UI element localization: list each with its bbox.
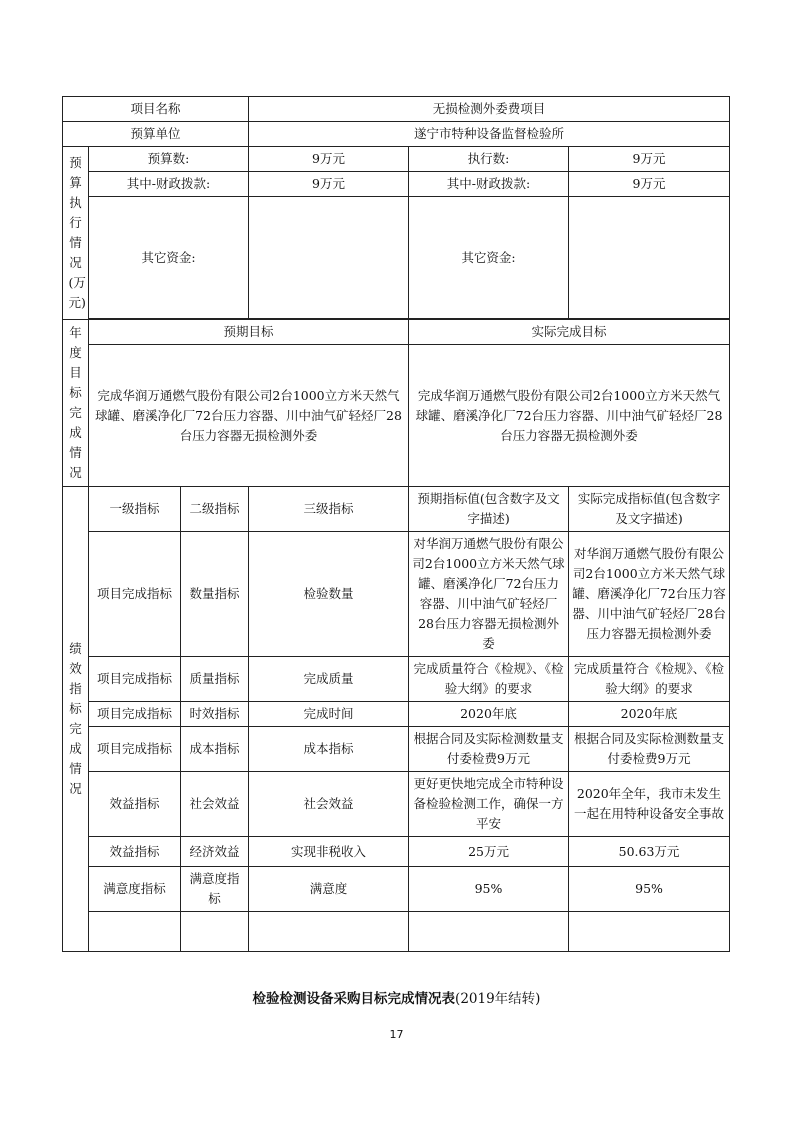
caption-year: (2019年结转) [455,991,541,1007]
row7-planned: 95% [409,867,569,912]
row1-level2: 数量指标 [181,532,249,657]
row2-planned: 完成质量符合《检规》、《检验大纲》的要求 [409,657,569,702]
row-other-funds [63,197,730,319]
table-caption [0,987,793,1007]
row2-level1: 项目完成指标 [89,657,181,702]
row4-level2: 成本指标 [181,727,249,772]
row-budget-unit [63,122,730,147]
annual-target-side-label: 年度目标完成情况 [63,320,89,487]
header-level1: 一级指标 [89,487,181,532]
row1-level1: 项目完成指标 [89,532,181,657]
row3-level1: 项目完成指标 [89,702,181,727]
actual-target-header: 实际完成目标 [409,320,730,345]
row6-planned: 25万元 [409,837,569,867]
budget-unit-value: 遂宁市特种设备监督检验所 [249,122,730,147]
row2-level3: 完成质量 [249,657,409,702]
row1-planned: 对华润万通燃气股份有限公司2台1000立方米天然气球罐、磨溪净化厂72台压力容器、川中油气矿轻烃厂28台压力容器无损检测外委 [409,532,569,657]
empty-cell [409,912,569,952]
fiscal-value-right: 9万元 [569,172,730,197]
project-name-value: 无损检测外委费项目 [249,97,730,122]
exec-amount-label: 执行数: [409,147,569,172]
budget-exec-side-label: 预算执行情况(万元) [63,147,89,320]
table-row [63,772,730,837]
row4-level1: 项目完成指标 [89,727,181,772]
budget-amount-label: 预算数: [89,147,249,172]
row7-level1: 满意度指标 [89,867,181,912]
performance-side-label: 绩效指标完成情况 [63,487,89,952]
row4-level3: 成本指标 [249,727,409,772]
row5-level1: 效益指标 [89,772,181,837]
fiscal-value-left: 9万元 [249,172,409,197]
empty-cell [569,912,730,952]
row3-level2: 时效指标 [181,702,249,727]
row7-level2: 满意度指标 [181,867,249,912]
row5-level2: 社会效益 [181,772,249,837]
fiscal-label-right: 其中-财政拨款: [409,172,569,197]
page-number: 17 [389,1028,404,1041]
header-level2: 二级指标 [181,487,249,532]
actual-target-text: 完成华润万通燃气股份有限公司2台1000立方米天然气球罐、磨溪净化厂72台压力容器、川中油气矿轻烃厂28台压力容器无损检测外委 [409,345,730,487]
planned-target-header: 预期目标 [89,320,409,345]
other-funds-value-left [249,197,409,319]
budget-amount-value: 9万元 [249,147,409,172]
row4-planned: 根据合同及实际检测数量支付委检费9万元 [409,727,569,772]
row-annual-text [63,345,730,487]
row2-actual: 完成质量符合《检规》、《检验大纲》的要求 [569,657,730,702]
row7-level3: 满意度 [249,867,409,912]
row1-actual: 对华润万通燃气股份有限公司2台1000立方米天然气球罐、磨溪净化厂72台压力容器、川中油气矿轻烃厂28台压力容器无损检测外委 [569,532,730,657]
row6-level1: 效益指标 [89,837,181,867]
fiscal-label-left: 其中-财政拨款: [89,172,249,197]
row5-level3: 社会效益 [249,772,409,837]
header-planned-value: 预期指标值(包含数字及文字描述) [409,487,569,532]
caption-title: 检验检测设备采购目标完成情况表 [252,991,456,1007]
row-project-name [63,97,730,122]
other-funds-value-right [569,197,730,319]
row-fiscal [63,172,730,197]
row5-actual: 2020年全年，我市未发生一起在用特种设备安全事故 [569,772,730,837]
table-row [63,657,730,702]
row6-level3: 实现非税收入 [249,837,409,867]
row3-planned: 2020年底 [409,702,569,727]
project-performance-table [62,96,730,952]
empty-cell [89,912,181,952]
row4-actual: 根据合同及实际检测数量支付委检费9万元 [569,727,730,772]
planned-target-text: 完成华润万通燃气股份有限公司2台1000立方米天然气球罐、磨溪净化厂72台压力容器、川中油气矿轻烃厂28台压力容器无损检测外委 [89,345,409,487]
row6-level2: 经济效益 [181,837,249,867]
header-level3: 三级指标 [249,487,409,532]
table-row [63,727,730,772]
row5-planned: 更好更快地完成全市特种设备检验检测工作，确保一方平安 [409,772,569,837]
table-row-empty [63,912,730,952]
table-row [63,867,730,912]
row-budget-amount [63,147,730,172]
row7-actual: 95% [569,867,730,912]
empty-cell [249,912,409,952]
exec-amount-value: 9万元 [569,147,730,172]
row1-level3: 检验数量 [249,532,409,657]
other-funds-label-right: 其它资金: [409,197,569,319]
row2-level2: 质量指标 [181,657,249,702]
budget-unit-label: 预算单位 [63,122,249,147]
project-name-label: 项目名称 [63,97,249,122]
row-perf-headers [63,487,730,532]
empty-cell [181,912,249,952]
header-actual-value: 实际完成指标值(包含数字及文字描述) [569,487,730,532]
other-funds-label-left: 其它资金: [89,197,249,319]
row-annual-headers [63,320,730,345]
row6-actual: 50.63万元 [569,837,730,867]
row3-level3: 完成时间 [249,702,409,727]
row3-actual: 2020年底 [569,702,730,727]
table-row [63,702,730,727]
table-row [63,837,730,867]
table-row [63,532,730,657]
